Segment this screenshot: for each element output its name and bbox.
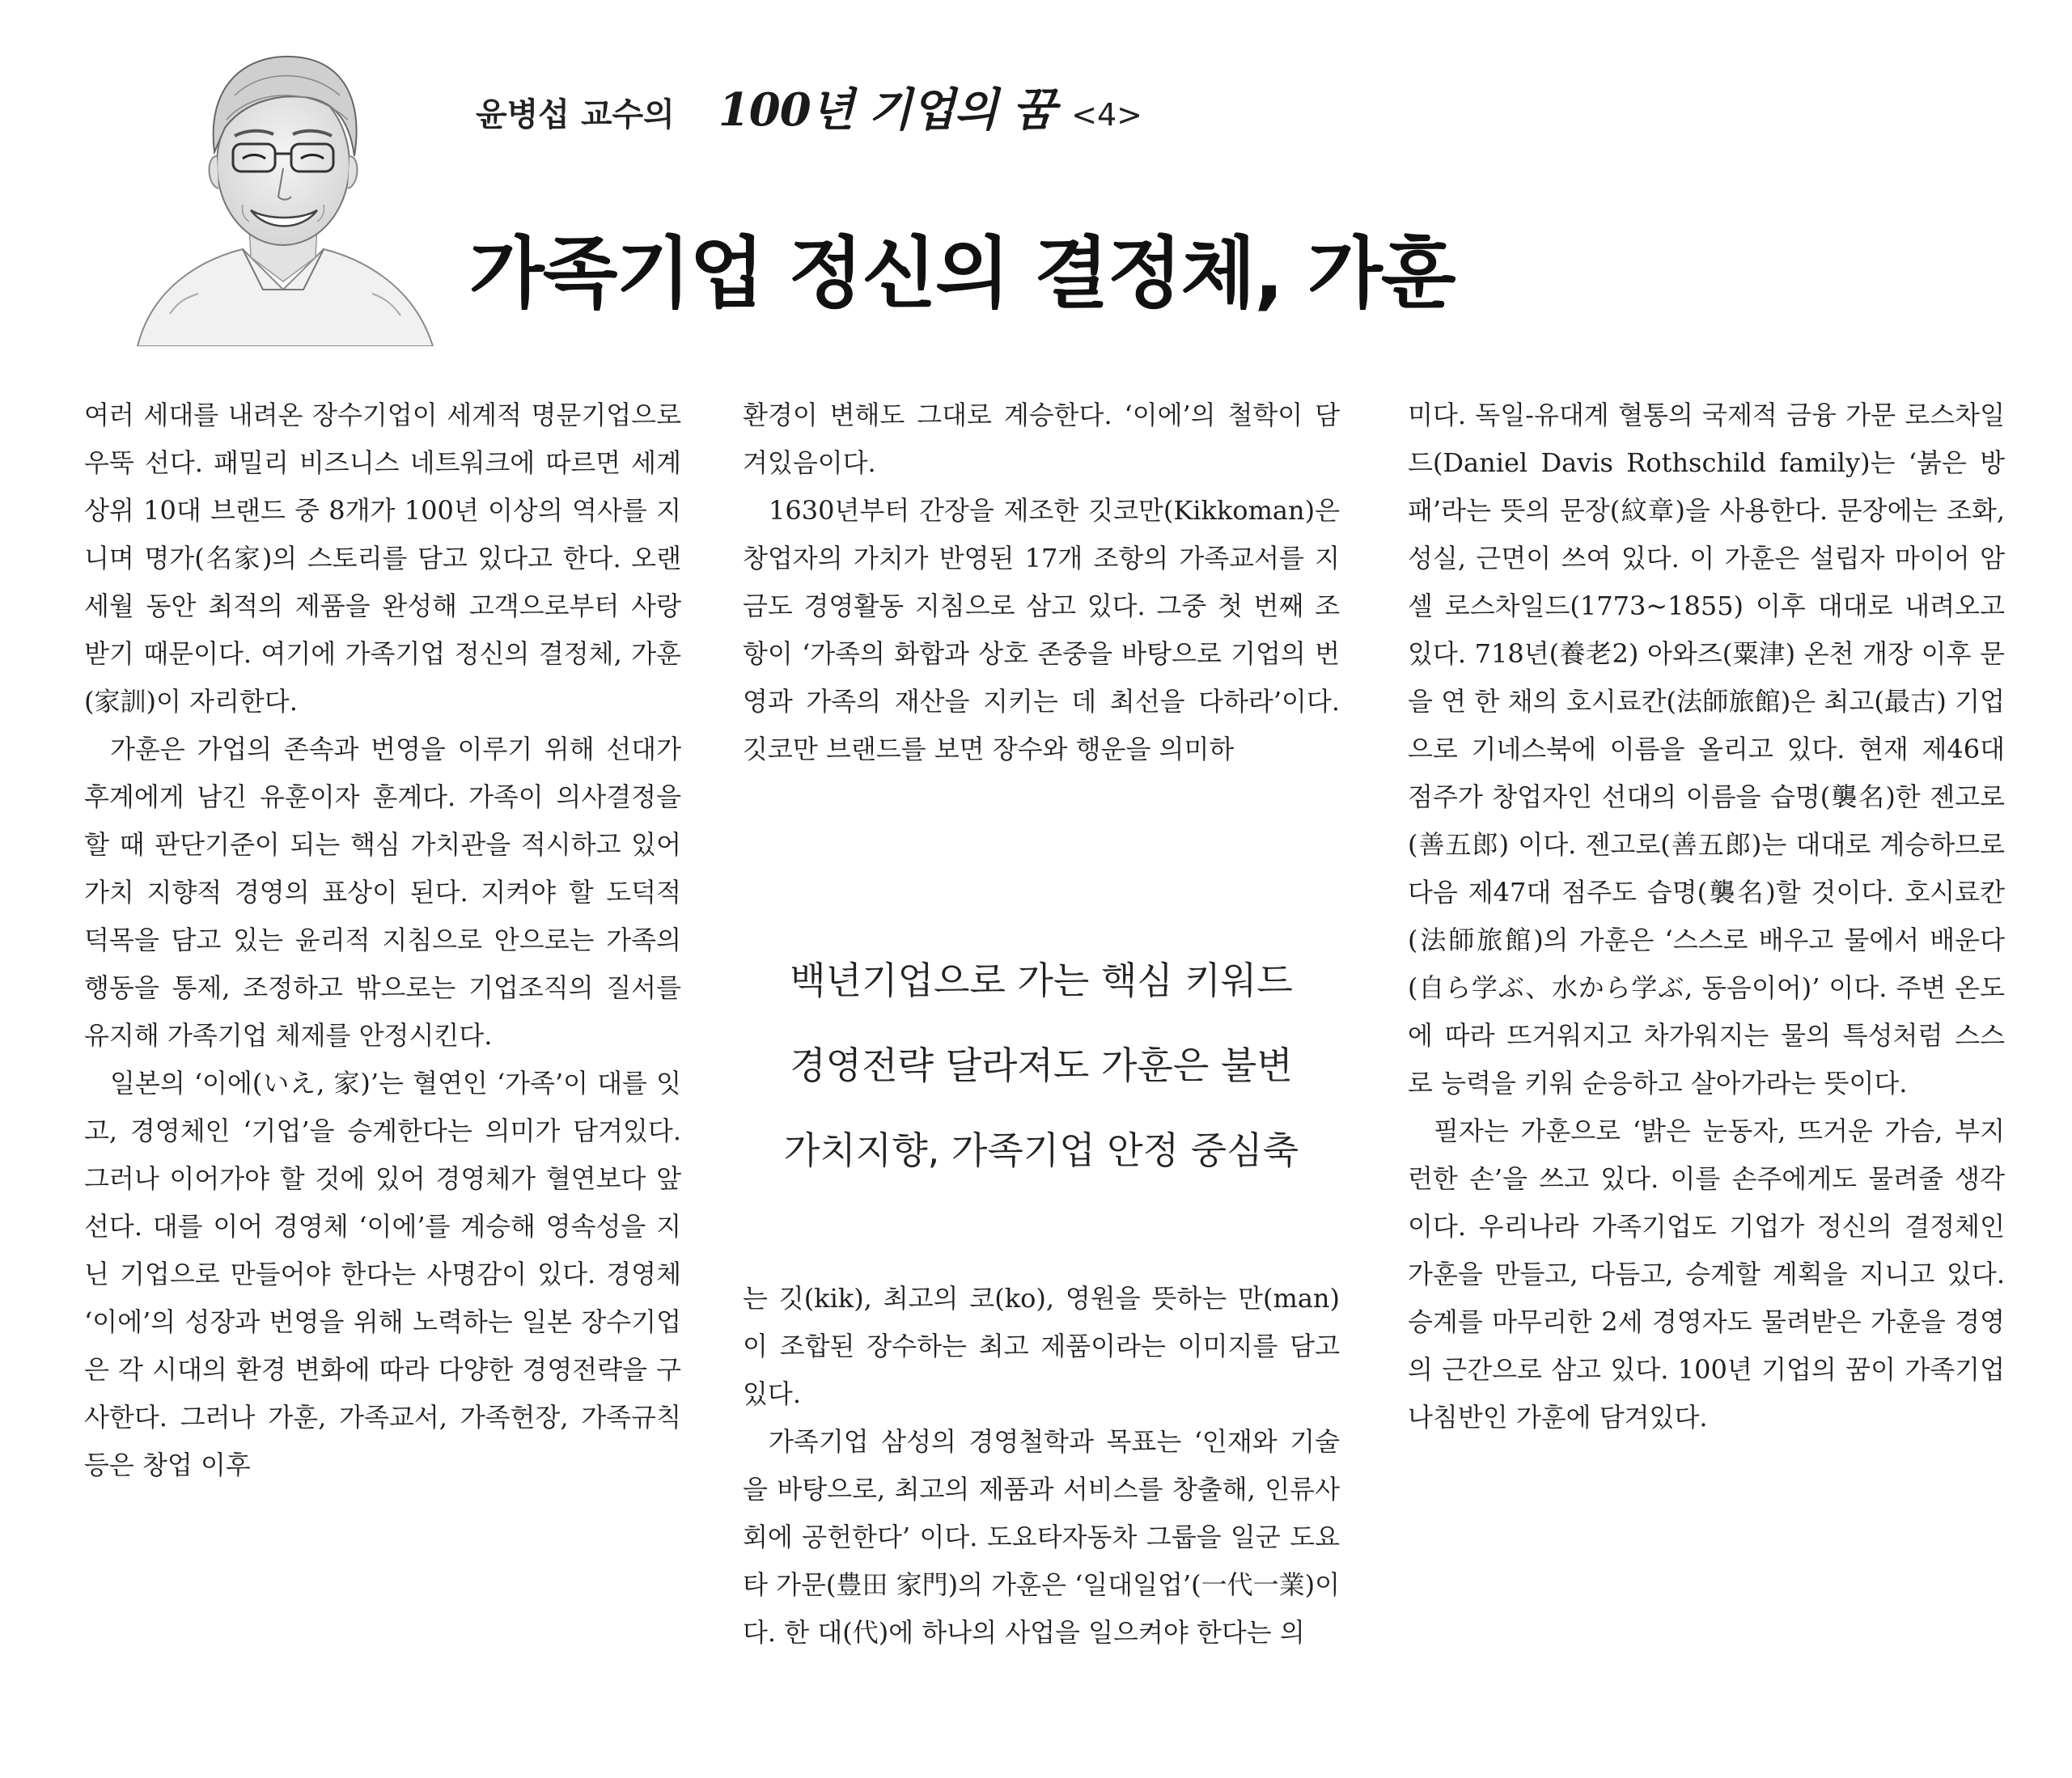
series-header xyxy=(476,74,1142,139)
paragraph: 가족기업 삼성의 경영철학과 목표는 ‘인재와 기술을 바탕으로, 최고의 제품과 서비스를 창출해, 인류사회에 공헌한다’ 이다. 도요타자동차 그룹을 일군 도요타 가문(豊田 家門)의 가훈은 ‘일대일업’(一代一業)이다. 한 대(代)에 하나의 사업을 일으켜야 한다는 의 xyxy=(743,1426,1340,1648)
paragraph: 여러 세대를 내려온 장수기업이 세계적 명문기업으로 우뚝 선다. 패밀리 비즈니스 네트워크에 따르면 세계 상위 10대 브랜드 중 8개가 100년 이상의 역사를 지니며 명가(名家)의 스토리를 담고 있다고 한다. 오랜 세월 동안 최적의 제품을 완성해 고객으로부터 사랑받기 때문이다. 여기에 가족기업 정신의 결정체, 가훈(家訓)이 자리한다. xyxy=(84,400,681,717)
paragraph: 일본의 ‘이에(いえ, 家)’는 혈연인 ‘가족’이 대를 잇고, 경영체인 ‘기업’을 승계한다는 의미가 담겨있다. 그러나 이어가야 할 것에 있어 경영체가 혈연보다 앞선다. 대를 이어 경영체 ‘이에’를 계승해 영속성을 지닌 기업으로 만들어야 한다는 사명감이 있다. 경영체 ‘이에’의 성장과 번영을 위해 노력하는 일본 장수기업은 각 시대의 환경 변화에 따라 다양한 경영전략을 구사한다. 그러나 가훈, 가족교서, 가족헌장, 가족규칙 등은 창업 이후 xyxy=(84,1068,681,1480)
article-column-3 xyxy=(1408,392,2005,1441)
pull-quote-line: 가치지향, 가족기업 안정 중심축 xyxy=(783,1128,1299,1172)
article-column-2-bottom xyxy=(743,1275,1340,1657)
article-column-1 xyxy=(84,392,681,1489)
series-logo: 100년 기업의 꿈 xyxy=(718,83,1056,137)
pull-quote xyxy=(743,938,1340,1193)
series-author: 윤병섭 교수의 xyxy=(476,96,675,133)
paragraph: 가훈은 가업의 존속과 번영을 이루기 위해 선대가 후계에게 남긴 유훈이자 훈계다. 가족이 의사결정을 할 때 판단기준이 되는 핵심 가치관을 적시하고 있어 가치 지향적 경영의 표상이 된다. 지켜야 할 도덕적 덕목을 담고 있는 윤리적 지침으로 안으로는 가족의 행동을 통제, 조정하고 밖으로는 기업조직의 질서를 유지해 가족기업 체제를 안정시킨다. xyxy=(84,734,681,1051)
paragraph: 는 깃(kik), 최고의 코(ko), 영원을 뜻하는 만(man)이 조합된 장수하는 최고 제품이라는 이미지를 담고 있다. xyxy=(743,1283,1340,1409)
series-issue-number: <4> xyxy=(1071,97,1142,133)
pull-quote-line: 백년기업으로 가는 핵심 키워드 xyxy=(790,959,1293,1002)
article-column-2-top xyxy=(743,392,1340,773)
paragraph: 1630년부터 간장을 제조한 깃코만(Kikkoman)은 창업자의 가치가 반영된 17개 조항의 가족교서를 지금도 경영활동 지침으로 삼고 있다. 그중 첫 번째 조항이 ‘가족의 화합과 상호 존중을 바탕으로 기업의 번영과 가족의 재산을 지키는 데 최선을 다하라’이다. 깃코만 브랜드를 보면 장수와 행운을 의미하 xyxy=(743,495,1340,764)
pull-quote-line: 경영전략 달라져도 가훈은 불변 xyxy=(790,1044,1293,1087)
paragraph: 필자는 가훈으로 ‘밝은 눈동자, 뜨거운 가슴, 부지런한 손’을 쓰고 있다. 이를 손주에게도 물려줄 생각이다. 우리나라 가족기업도 기업가 정신의 결정체인 가훈을 만들고, 다듬고, 승계할 계획을 지니고 있다. 승계를 마무리한 2세 경영자도 물려받은 가훈을 경영의 근간으로 삼고 있다. 100년 기업의 꿈이 가족기업 나침반인 가훈에 담겨있다. xyxy=(1408,1115,2005,1433)
paragraph: 미다. 독일-유대계 혈통의 국제적 금융 가문 로스차일드(Daniel Davis Rothschild family)는 ‘붉은 방패’라는 뜻의 문장(紋章)을 사용한다. 문장에는 조화, 성실, 근면이 쓰여 있다. 이 가훈은 설립자 마이어 암셀 로스차일드(1773~1855) 이후 대대로 내려오고 있다. 718년(養老2) 아와즈(粟津) 온천 개장 이후 문을 연 한 채의 호시료칸(法師旅館)은 최고(最古) 기업으로 기네스북에 이름을 올리고 있다. 현재 제46대 점주가 창업자인 선대의 이름을 습명(襲名)한 젠고로(善五郎) 이다. 젠고로(善五郎)는 대대로 계승하므로 다음 제47대 점주도 습명(襲名)할 것이다. 호시료칸(法師旅館)의 가훈은 ‘스스로 배우고 물에서 배운다(自ら学ぶ、水から学ぶ, 동음이어)’ 이다. 주변 온도에 따라 뜨거워지고 차가워지는 물의 특성처럼 스스로 능력을 키워 순응하고 살아가라는 뜻이다. xyxy=(1408,400,2005,1099)
paragraph: 환경이 변해도 그대로 계승한다. ‘이에’의 철학이 담겨있음이다. xyxy=(743,400,1340,478)
headline: 가족기업 정신의 결정체, 가훈 xyxy=(469,228,1455,319)
author-portrait xyxy=(121,23,445,346)
